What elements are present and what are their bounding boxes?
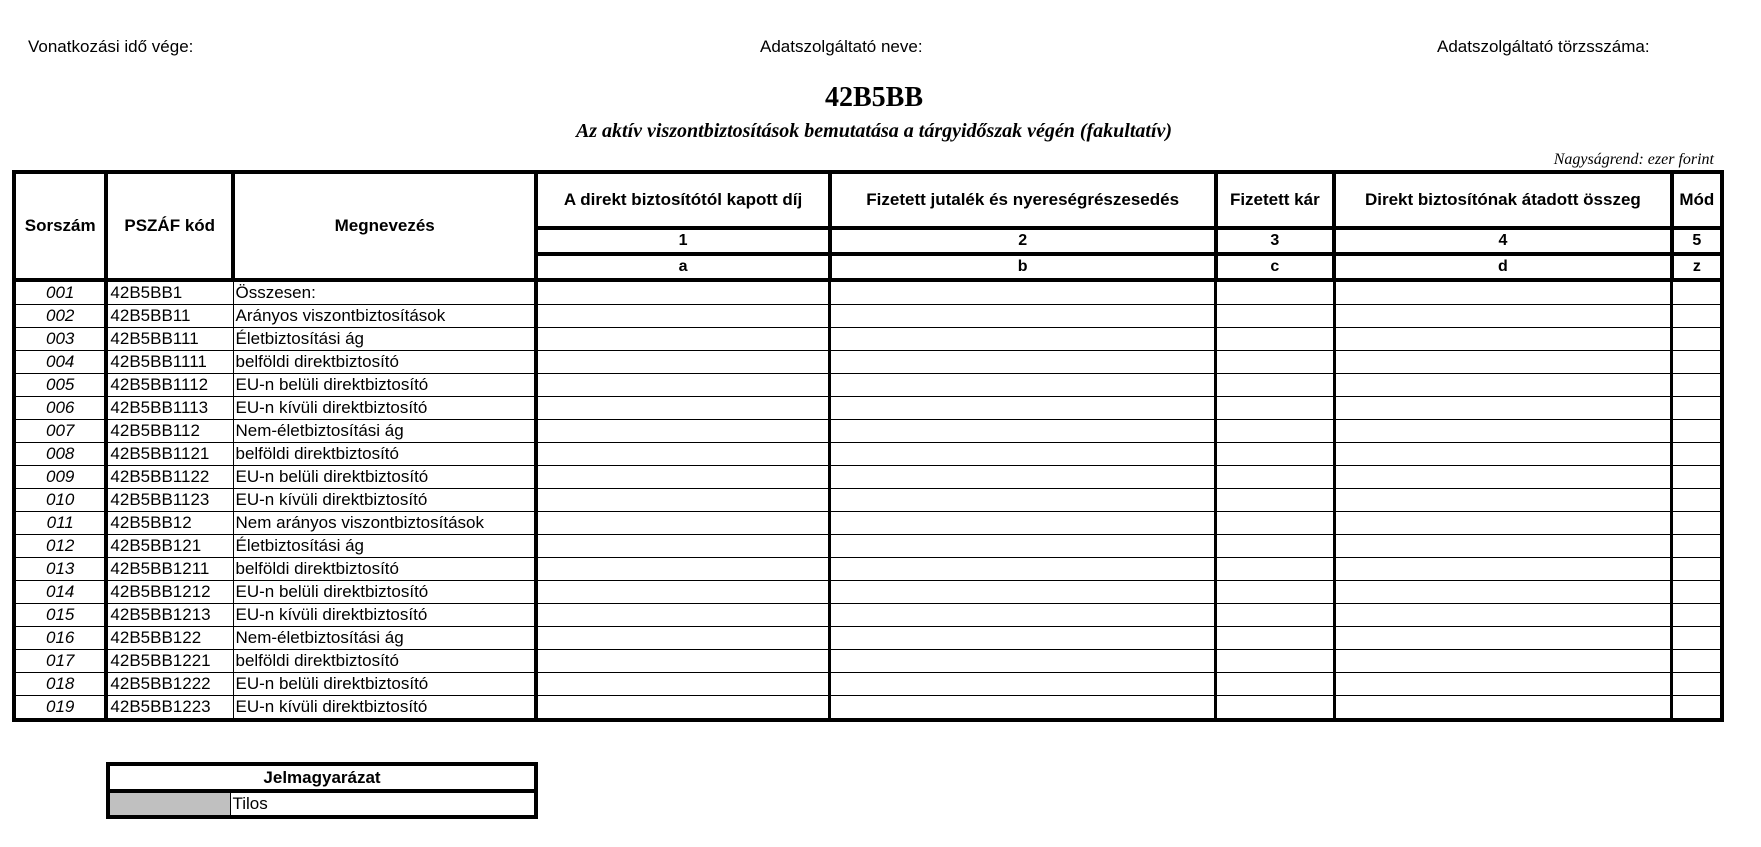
cell-direct-premium[interactable] bbox=[536, 604, 829, 627]
cell-amount-to-direct[interactable] bbox=[1334, 280, 1672, 305]
table-row bbox=[14, 420, 1722, 443]
row-number: 003 bbox=[14, 328, 106, 351]
cell-commission[interactable] bbox=[830, 351, 1216, 374]
cell-direct-premium[interactable] bbox=[536, 443, 829, 466]
row-number: 007 bbox=[14, 420, 106, 443]
table-row bbox=[14, 305, 1722, 328]
cell-direct-premium[interactable] bbox=[536, 558, 829, 581]
table-row bbox=[14, 696, 1722, 721]
row-name: Életbiztosítási ág bbox=[233, 535, 536, 558]
row-name: EU-n kívüli direktbiztosító bbox=[233, 604, 536, 627]
row-code: 42B5BB111 bbox=[106, 328, 233, 351]
cell-mod[interactable] bbox=[1672, 604, 1722, 627]
row-number: 016 bbox=[14, 627, 106, 650]
table-row bbox=[14, 512, 1722, 535]
row-code: 42B5BB1112 bbox=[106, 374, 233, 397]
row-number: 017 bbox=[14, 650, 106, 673]
cell-direct-premium[interactable] bbox=[536, 305, 829, 328]
row-name: Nem arányos viszontbiztosítások bbox=[233, 512, 536, 535]
cell-claims-paid[interactable] bbox=[1216, 280, 1335, 305]
row-number: 015 bbox=[14, 604, 106, 627]
cell-claims-paid[interactable] bbox=[1216, 374, 1335, 397]
cell-mod[interactable] bbox=[1672, 351, 1722, 374]
cell-claims-paid[interactable] bbox=[1216, 696, 1335, 721]
header-pszaf-kod: PSZÁF kód bbox=[106, 172, 233, 280]
cell-amount-to-direct[interactable] bbox=[1334, 696, 1672, 721]
table-row bbox=[14, 535, 1722, 558]
cell-amount-to-direct[interactable] bbox=[1334, 650, 1672, 673]
cell-amount-to-direct[interactable] bbox=[1334, 558, 1672, 581]
row-code: 42B5BB1121 bbox=[106, 443, 233, 466]
header-col-3: Fizetett kár bbox=[1216, 172, 1335, 228]
cell-commission[interactable] bbox=[830, 535, 1216, 558]
table-row bbox=[14, 397, 1722, 420]
legend-title: Jelmagyarázat bbox=[108, 764, 536, 791]
row-code: 42B5BB1111 bbox=[106, 351, 233, 374]
header-col-5-letter: z bbox=[1672, 254, 1722, 280]
table-row bbox=[14, 443, 1722, 466]
cell-mod[interactable] bbox=[1672, 512, 1722, 535]
cell-direct-premium[interactable] bbox=[536, 397, 829, 420]
row-number: 019 bbox=[14, 696, 106, 721]
cell-amount-to-direct[interactable] bbox=[1334, 397, 1672, 420]
row-code: 42B5BB12 bbox=[106, 512, 233, 535]
row-number: 001 bbox=[14, 280, 106, 305]
row-name: Nem-életbiztosítási ág bbox=[233, 420, 536, 443]
row-number: 008 bbox=[14, 443, 106, 466]
table-row bbox=[14, 280, 1722, 305]
cell-claims-paid[interactable] bbox=[1216, 351, 1335, 374]
cell-mod[interactable] bbox=[1672, 397, 1722, 420]
cell-mod[interactable] bbox=[1672, 305, 1722, 328]
unit-of-measure: Nagyságrend: ezer forint bbox=[1553, 151, 1714, 168]
row-name: Összesen: bbox=[233, 280, 536, 305]
cell-commission[interactable] bbox=[830, 420, 1216, 443]
header-col-3-number: 3 bbox=[1216, 228, 1335, 254]
cell-claims-paid[interactable] bbox=[1216, 466, 1335, 489]
row-code: 42B5BB1113 bbox=[106, 397, 233, 420]
cell-direct-premium[interactable] bbox=[536, 627, 829, 650]
row-code: 42B5BB1 bbox=[106, 280, 233, 305]
cell-amount-to-direct[interactable] bbox=[1334, 420, 1672, 443]
cell-commission[interactable] bbox=[830, 673, 1216, 696]
row-name: Életbiztosítási ág bbox=[233, 328, 536, 351]
cell-amount-to-direct[interactable] bbox=[1334, 305, 1672, 328]
table-row bbox=[14, 328, 1722, 351]
row-code: 42B5BB122 bbox=[106, 627, 233, 650]
cell-commission[interactable] bbox=[830, 443, 1216, 466]
row-number: 018 bbox=[14, 673, 106, 696]
cell-amount-to-direct[interactable] bbox=[1334, 627, 1672, 650]
cell-amount-to-direct[interactable] bbox=[1334, 466, 1672, 489]
cell-claims-paid[interactable] bbox=[1216, 328, 1335, 351]
row-number: 011 bbox=[14, 512, 106, 535]
row-name: Nem-életbiztosítási ág bbox=[233, 627, 536, 650]
legend-forbidden-label: Tilos bbox=[232, 794, 268, 813]
cell-commission[interactable] bbox=[830, 328, 1216, 351]
row-code: 42B5BB1213 bbox=[106, 604, 233, 627]
header-col-5: Mód bbox=[1672, 172, 1722, 228]
row-code: 42B5BB1123 bbox=[106, 489, 233, 512]
row-number: 013 bbox=[14, 558, 106, 581]
row-code: 42B5BB1211 bbox=[106, 558, 233, 581]
cell-claims-paid[interactable] bbox=[1216, 581, 1335, 604]
cell-commission[interactable] bbox=[830, 581, 1216, 604]
cell-commission[interactable] bbox=[830, 466, 1216, 489]
header-col-2: Fizetett jutalék és nyereségrészesedés bbox=[830, 172, 1216, 228]
cell-direct-premium[interactable] bbox=[536, 512, 829, 535]
header-col-5-number: 5 bbox=[1672, 228, 1722, 254]
row-number: 009 bbox=[14, 466, 106, 489]
header-col-1-letter: a bbox=[536, 254, 829, 280]
cell-claims-paid[interactable] bbox=[1216, 627, 1335, 650]
legend-table bbox=[106, 762, 538, 819]
row-number: 014 bbox=[14, 581, 106, 604]
table-row bbox=[14, 604, 1722, 627]
row-number: 012 bbox=[14, 535, 106, 558]
table-row bbox=[14, 374, 1722, 397]
cell-amount-to-direct[interactable] bbox=[1334, 374, 1672, 397]
header-col-2-number: 2 bbox=[830, 228, 1216, 254]
form-subtitle: Az aktív viszontbiztosítások bemutatása a tárgyidőszak végén (fakultatív) bbox=[575, 120, 1173, 142]
cell-direct-premium[interactable] bbox=[536, 280, 829, 305]
cell-direct-premium[interactable] bbox=[536, 466, 829, 489]
cell-commission[interactable] bbox=[830, 280, 1216, 305]
header-col-3-letter: c bbox=[1216, 254, 1335, 280]
cell-commission[interactable] bbox=[830, 512, 1216, 535]
row-name: EU-n kívüli direktbiztosító bbox=[233, 696, 536, 721]
cell-direct-premium[interactable] bbox=[536, 535, 829, 558]
cell-mod[interactable] bbox=[1672, 535, 1722, 558]
cell-direct-premium[interactable] bbox=[536, 420, 829, 443]
row-name: EU-n kívüli direktbiztosító bbox=[233, 489, 536, 512]
cell-direct-premium[interactable] bbox=[536, 489, 829, 512]
row-name: belföldi direktbiztosító bbox=[233, 443, 536, 466]
cell-commission[interactable] bbox=[830, 696, 1216, 721]
cell-mod[interactable] bbox=[1672, 581, 1722, 604]
cell-commission[interactable] bbox=[830, 604, 1216, 627]
header-col-4: Direkt biztosítónak átadott összeg bbox=[1334, 172, 1672, 228]
cell-amount-to-direct[interactable] bbox=[1334, 512, 1672, 535]
row-name: belföldi direktbiztosító bbox=[233, 351, 536, 374]
cell-mod[interactable] bbox=[1672, 696, 1722, 721]
row-code: 42B5BB1122 bbox=[106, 466, 233, 489]
table-row bbox=[14, 489, 1722, 512]
table-row bbox=[14, 650, 1722, 673]
provider-registration-number-label: Adatszolgáltató törzsszáma: bbox=[1437, 37, 1650, 56]
row-name: EU-n belüli direktbiztosító bbox=[233, 673, 536, 696]
row-code: 42B5BB112 bbox=[106, 420, 233, 443]
table-row bbox=[14, 627, 1722, 650]
cell-mod[interactable] bbox=[1672, 280, 1722, 305]
cell-direct-premium[interactable] bbox=[536, 328, 829, 351]
row-code: 42B5BB1222 bbox=[106, 673, 233, 696]
table-row bbox=[14, 558, 1722, 581]
cell-mod[interactable] bbox=[1672, 650, 1722, 673]
cell-commission[interactable] bbox=[830, 374, 1216, 397]
cell-claims-paid[interactable] bbox=[1216, 650, 1335, 673]
cell-commission[interactable] bbox=[830, 627, 1216, 650]
row-number: 005 bbox=[14, 374, 106, 397]
row-number: 010 bbox=[14, 489, 106, 512]
header-col-4-number: 4 bbox=[1334, 228, 1672, 254]
cell-commission[interactable] bbox=[830, 489, 1216, 512]
cell-direct-premium[interactable] bbox=[536, 581, 829, 604]
cell-amount-to-direct[interactable] bbox=[1334, 581, 1672, 604]
cell-direct-premium[interactable] bbox=[536, 351, 829, 374]
cell-mod[interactable] bbox=[1672, 328, 1722, 351]
report-table bbox=[12, 170, 1724, 722]
cell-commission[interactable] bbox=[830, 397, 1216, 420]
cell-amount-to-direct[interactable] bbox=[1334, 604, 1672, 627]
row-code: 42B5BB1221 bbox=[106, 650, 233, 673]
row-name: belföldi direktbiztosító bbox=[233, 558, 536, 581]
cell-amount-to-direct[interactable] bbox=[1334, 351, 1672, 374]
row-code: 42B5BB121 bbox=[106, 535, 233, 558]
cell-direct-premium[interactable] bbox=[536, 650, 829, 673]
row-code: 42B5BB1223 bbox=[106, 696, 233, 721]
row-number: 006 bbox=[14, 397, 106, 420]
row-code: 42B5BB1212 bbox=[106, 581, 233, 604]
row-number: 002 bbox=[14, 305, 106, 328]
row-name: EU-n belüli direktbiztosító bbox=[233, 466, 536, 489]
header-col-2-letter: b bbox=[830, 254, 1216, 280]
cell-amount-to-direct[interactable] bbox=[1334, 443, 1672, 466]
cell-claims-paid[interactable] bbox=[1216, 397, 1335, 420]
cell-mod[interactable] bbox=[1672, 420, 1722, 443]
cell-mod[interactable] bbox=[1672, 489, 1722, 512]
row-number: 004 bbox=[14, 351, 106, 374]
cell-amount-to-direct[interactable] bbox=[1334, 535, 1672, 558]
cell-amount-to-direct[interactable] bbox=[1334, 489, 1672, 512]
cell-amount-to-direct[interactable] bbox=[1334, 328, 1672, 351]
cell-direct-premium[interactable] bbox=[536, 696, 829, 721]
row-name: EU-n belüli direktbiztosító bbox=[233, 374, 536, 397]
header-sorszam: Sorszám bbox=[14, 172, 106, 280]
cell-claims-paid[interactable] bbox=[1216, 558, 1335, 581]
cell-claims-paid[interactable] bbox=[1216, 489, 1335, 512]
cell-mod[interactable] bbox=[1672, 627, 1722, 650]
reference-period-end-label: Vonatkozási idő vége: bbox=[28, 37, 194, 56]
cell-claims-paid[interactable] bbox=[1216, 512, 1335, 535]
cell-claims-paid[interactable] bbox=[1216, 420, 1335, 443]
cell-claims-paid[interactable] bbox=[1216, 673, 1335, 696]
cell-mod[interactable] bbox=[1672, 673, 1722, 696]
provider-name-label: Adatszolgáltató neve: bbox=[760, 37, 923, 56]
table-row bbox=[14, 351, 1722, 374]
cell-direct-premium[interactable] bbox=[536, 374, 829, 397]
row-name: belföldi direktbiztosító bbox=[233, 650, 536, 673]
cell-commission[interactable] bbox=[830, 305, 1216, 328]
row-name: EU-n kívüli direktbiztosító bbox=[233, 397, 536, 420]
row-name: Arányos viszontbiztosítások bbox=[233, 305, 536, 328]
cell-direct-premium[interactable] bbox=[536, 673, 829, 696]
cell-claims-paid[interactable] bbox=[1216, 604, 1335, 627]
form-title: 42B5BB bbox=[824, 82, 924, 113]
cell-mod[interactable] bbox=[1672, 558, 1722, 581]
cell-claims-paid[interactable] bbox=[1216, 535, 1335, 558]
table-row bbox=[14, 466, 1722, 489]
cell-mod[interactable] bbox=[1672, 374, 1722, 397]
cell-claims-paid[interactable] bbox=[1216, 305, 1335, 328]
cell-mod[interactable] bbox=[1672, 466, 1722, 489]
cell-commission[interactable] bbox=[830, 558, 1216, 581]
row-name: EU-n belüli direktbiztosító bbox=[233, 581, 536, 604]
table-row bbox=[14, 581, 1722, 604]
row-code: 42B5BB11 bbox=[106, 305, 233, 328]
cell-amount-to-direct[interactable] bbox=[1334, 673, 1672, 696]
header-col-4-letter: d bbox=[1334, 254, 1672, 280]
legend-forbidden-swatch bbox=[108, 791, 230, 817]
header-col-1-number: 1 bbox=[536, 228, 829, 254]
header-megnevezes: Megnevezés bbox=[233, 172, 536, 280]
header-col-1: A direkt biztosítótól kapott díj bbox=[536, 172, 829, 228]
cell-mod[interactable] bbox=[1672, 443, 1722, 466]
cell-claims-paid[interactable] bbox=[1216, 443, 1335, 466]
table-row bbox=[14, 673, 1722, 696]
cell-commission[interactable] bbox=[830, 650, 1216, 673]
